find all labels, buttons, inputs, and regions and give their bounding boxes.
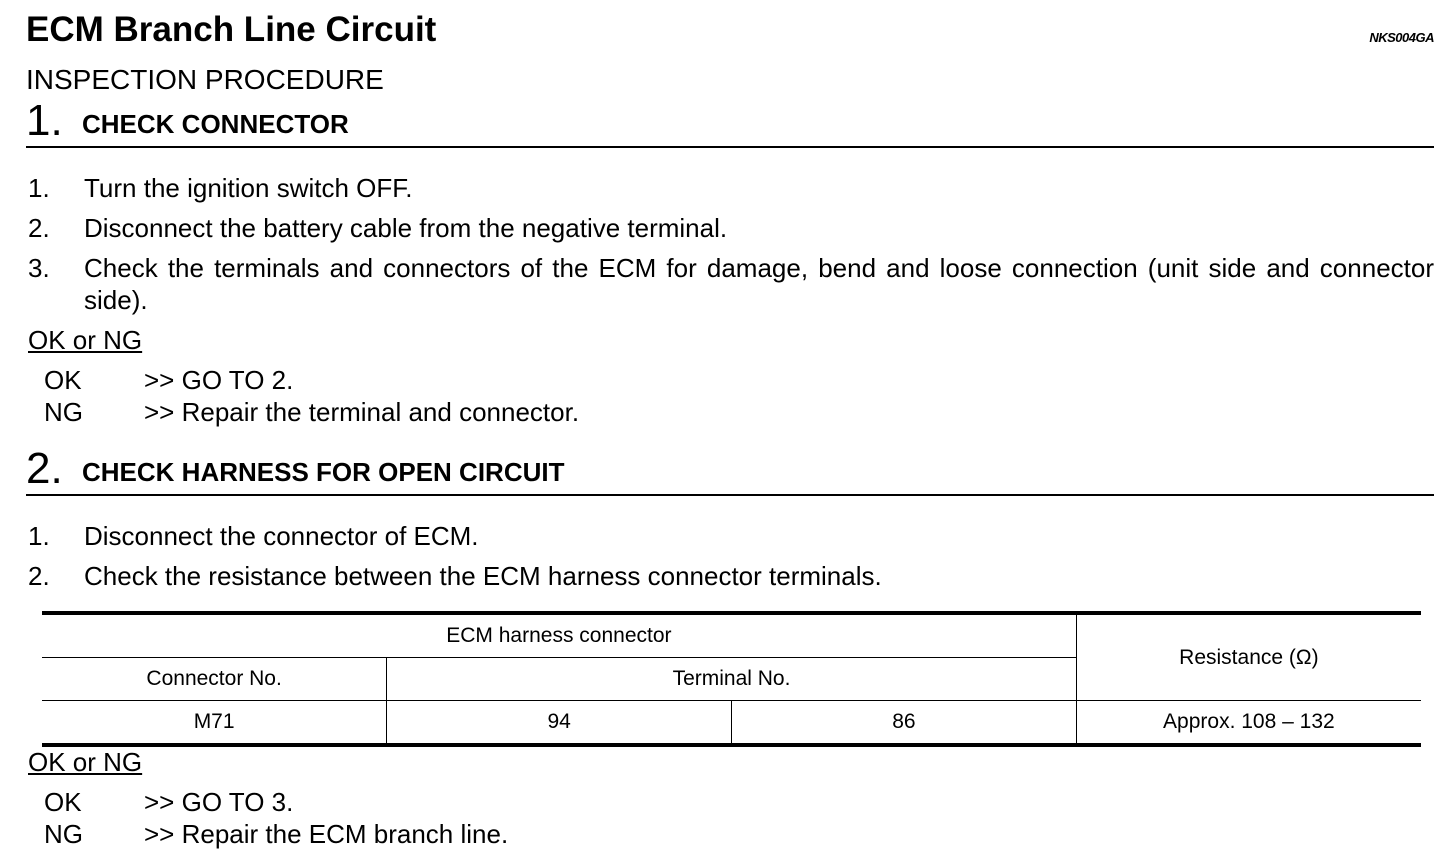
result-key: NG — [44, 397, 83, 427]
result-action: >> GO TO 3. — [144, 787, 294, 817]
step-1-header — [26, 96, 1434, 148]
step-1-instructions — [28, 172, 1434, 324]
item-text: Disconnect the battery cable from the negative terminal. — [84, 213, 728, 243]
page-title: ECM Branch Line Circuit — [26, 10, 437, 49]
resistance-table — [42, 611, 1421, 747]
table-row — [42, 701, 1421, 746]
list-item — [28, 560, 1434, 592]
step-2-number: 2. — [26, 444, 63, 493]
result-key: NG — [44, 819, 83, 849]
table-header-terminal-no: Terminal No. — [387, 658, 1077, 701]
step-2-header — [26, 444, 1434, 496]
document-code: NKS004GA — [1369, 30, 1434, 45]
table-header-ecm-connector: ECM harness connector — [42, 613, 1076, 658]
item-number: 1. — [28, 521, 50, 551]
section-subtitle: INSPECTION PROCEDURE — [26, 64, 384, 95]
table-cell-terminal-a: 94 — [387, 701, 732, 746]
list-item — [28, 172, 1434, 204]
table-cell-resistance: Approx. 108 – 132 — [1076, 701, 1421, 746]
step-2-instructions — [28, 520, 1434, 600]
result-action: >> Repair the terminal and connector. — [144, 397, 580, 427]
table-header-connector-no: Connector No. — [42, 658, 387, 701]
step-1-title: CHECK CONNECTOR — [82, 109, 349, 139]
result-key: OK — [44, 787, 82, 817]
table-header-resistance: Resistance (Ω) — [1076, 613, 1421, 701]
result-action: >> GO TO 2. — [144, 365, 294, 395]
list-item — [28, 252, 1434, 316]
step-1-okng-label: OK or NG — [28, 325, 143, 355]
item-number: 2. — [28, 213, 50, 243]
table-cell-connector: M71 — [42, 701, 387, 746]
step-2-title: CHECK HARNESS FOR OPEN CIRCUIT — [82, 457, 565, 487]
item-number: 1. — [28, 173, 50, 203]
step-1-number: 1. — [26, 96, 63, 145]
item-number: 2. — [28, 561, 50, 591]
item-text: Check the terminals and connectors of the ECM for damage, bend and loose connection (unit side and connector side). — [84, 253, 1434, 315]
item-text: Check the resistance between the ECM harness connector terminals. — [84, 561, 882, 591]
item-text: Turn the ignition switch OFF. — [84, 173, 413, 203]
item-text: Disconnect the connector of ECM. — [84, 521, 479, 551]
list-item — [28, 212, 1434, 244]
table-cell-terminal-b: 86 — [732, 701, 1077, 746]
list-item — [28, 520, 1434, 552]
step-2-okng-label: OK or NG — [28, 747, 143, 777]
result-key: OK — [44, 365, 82, 395]
result-action: >> Repair the ECM branch line. — [144, 819, 509, 849]
item-number: 3. — [28, 253, 50, 283]
